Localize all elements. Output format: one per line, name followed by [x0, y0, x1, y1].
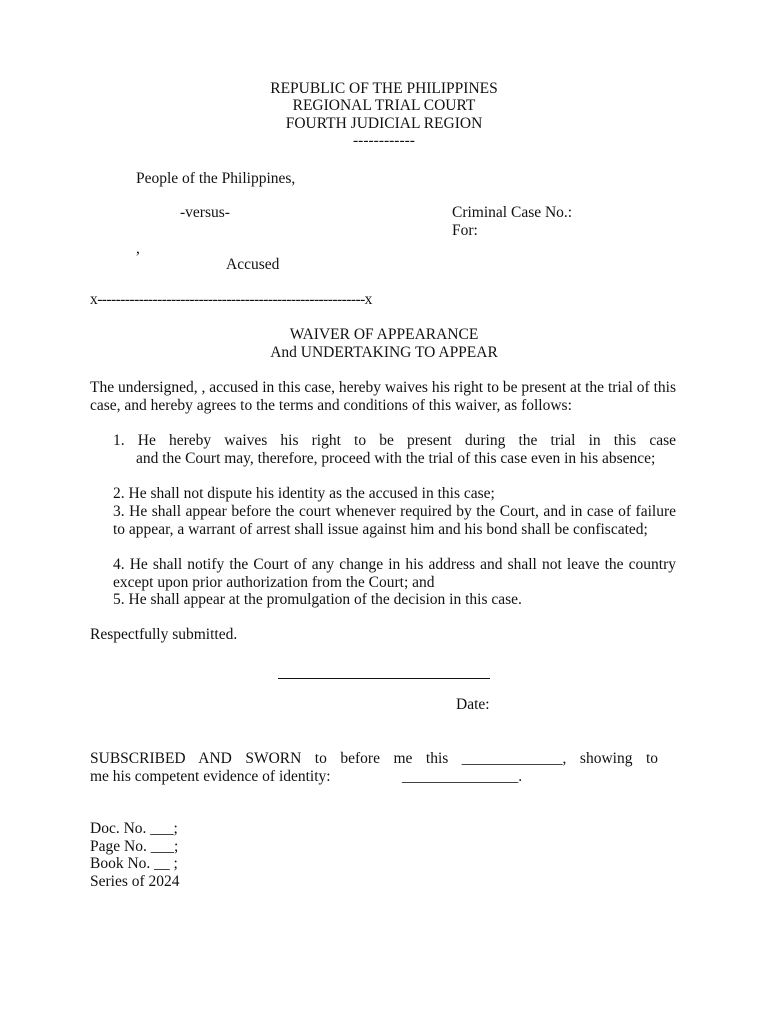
item-4: 4. He shall notify the Court of any change in his address and shall not leave the country except upon prior authorization from the Court; and: [113, 556, 676, 591]
item-5: 5. He shall appear at the promulgation of the decision in this case.: [113, 591, 522, 608]
item-1-first-line: 1. He hereby waives his right to be present during the trial in this case: [113, 432, 676, 449]
book-number: Book No. __ ;: [90, 855, 178, 872]
jurat-identity-blank: _______________.: [402, 768, 523, 785]
header-region: FOURTH JUDICIAL REGION: [285, 115, 483, 132]
header-divider: ------------: [353, 132, 415, 149]
signature-line: [278, 678, 490, 679]
page-number: Page No. ___;: [90, 838, 179, 855]
closing-text: Respectfully submitted.: [90, 626, 238, 643]
jurat-line-1: SUBSCRIBED AND SWORN to before me this _____________, showing to: [90, 750, 658, 767]
date-label: Date:: [456, 696, 490, 713]
document-subtitle: And UNDERTAKING TO APPEAR: [270, 344, 498, 361]
doc-number: Doc. No. ___;: [90, 820, 178, 837]
case-number-label: Criminal Case No.:: [452, 204, 573, 221]
accused-label: Accused: [226, 256, 280, 273]
item-1-continuation: and the Court may, therefore, proceed with the trial of this case even in his absence;: [136, 450, 656, 467]
series-year: Series of 2024: [90, 873, 180, 890]
plaintiff-name: People of the Philippines,: [136, 170, 296, 187]
document-title: WAIVER OF APPEARANCE: [289, 326, 479, 343]
header-court: REGIONAL TRIAL COURT: [292, 97, 476, 114]
item-3: 3. He shall appear before the court whenever required by the Court, and in case of failure to appear, a warrant of arrest shall issue against him and his bond shall be confiscated;: [113, 503, 676, 538]
accused-name: ,: [136, 240, 140, 257]
caption-separator: x----------------------------------------------------------x: [90, 291, 372, 308]
offense-label: For:: [452, 222, 478, 239]
header-republic: REPUBLIC OF THE PHILIPPINES: [270, 80, 498, 97]
versus-label: -versus-: [180, 204, 230, 221]
jurat-identity-label: me his competent evidence of identity:: [90, 768, 331, 785]
intro-paragraph: The undersigned, , accused in this case, hereby waives his right to be present at the trial of this case, and hereby agrees to the terms and conditions of this waiver, as follows:: [90, 379, 676, 414]
item-2: 2. He shall not dispute his identity as the accused in this case;: [113, 485, 495, 502]
